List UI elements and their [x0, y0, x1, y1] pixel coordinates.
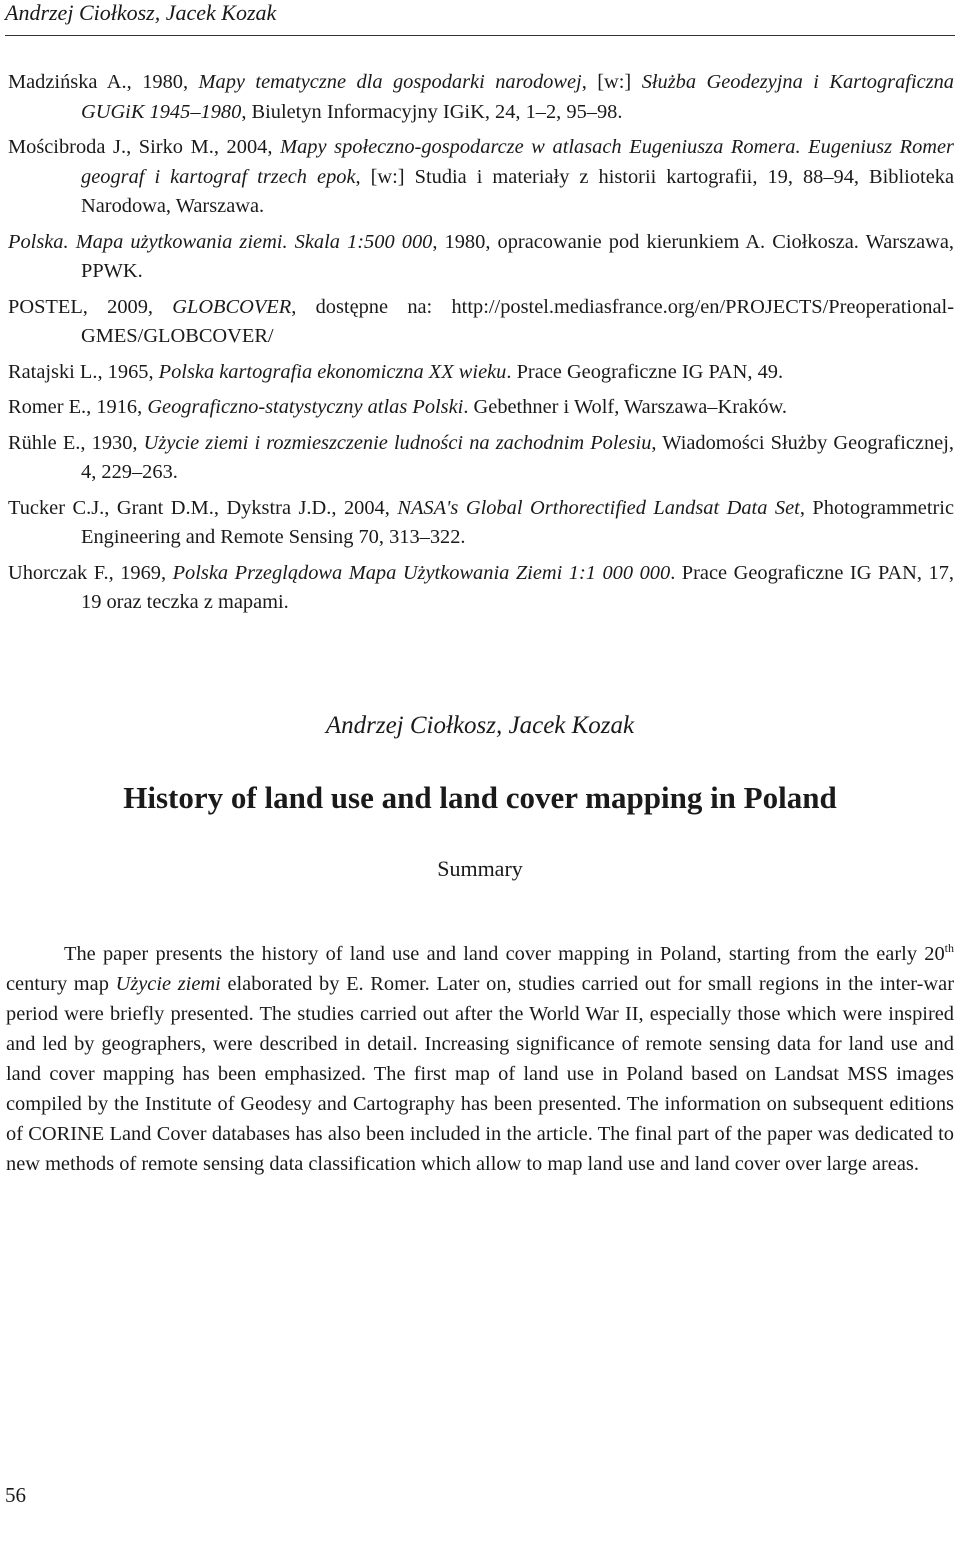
reference-item: Uhorczak F., 1969, Polska Przeglądowa Mapa Użytkowania Ziemi 1:1 000 000. Prace Geograficzne IG PAN, 17, 19 oraz teczka z mapami.: [8, 561, 954, 613]
running-head: Andrzej Ciołkosz, Jacek Kozak: [5, 0, 955, 36]
reference-item: Tucker C.J., Grant D.M., Dykstra J.D., 2004, NASA's Global Orthorectified Landsat Data Set, Photogrammetric Engineering and Remote Sensing 70, 313–322.: [8, 496, 954, 548]
summary-paragraph: The paper presents the history of land use and land cover mapping in Poland, starting from the early 20th century map Użycie ziemi elaborated by E. Romer. Later on, studies carried out for small regions in the inter-war period were briefly presented. The studies carried out after the World War II, especially those which were inspired and led by geographers, were described in detail. Increasing significance of remote sensing data for land use and land cover mapping has been emphasized. The first map of land use in Poland based on Landsat MSS images compiled by the Institute of Geodesy and Cartography has been presented. The information on subsequent editions of CORINE Land Cover databases has also been included in the article. The final part of the paper was dedicated to new methods of remote sensing data classification which allow to map land use and land cover over large areas.: [6, 941, 954, 1175]
summary-authors: Andrzej Ciołkosz, Jacek Kozak: [325, 712, 635, 739]
reference-item: Rühle E., 1930, Użycie ziemi i rozmieszczenie ludności na zachodnim Polesiu, Wiadomości Służby Geograficznej, 4, 229–263.: [8, 431, 954, 483]
reference-item: Madzińska A., 1980, Mapy tematyczne dla gospodarki narodowej, [w:] Służba Geodezyjna i Kartograficzna GUGiK 1945–1980, Biuletyn Informacyjny IGiK, 24, 1–2, 95–98.: [8, 71, 955, 123]
reference-item: POSTEL, 2009, GLOBCOVER, dostępne na: http://postel.mediasfrance.org/en/PROJECTS/Preoperational-GMES/GLOBCOVER/: [8, 295, 954, 347]
reference-list: [8, 68, 954, 624]
reference-item: Polska. Mapa użytkowania ziemi. Skala 1:500 000, 1980, opracowanie pod kierunkiem A. Ciołkosza. Warszawa, PPWK.: [8, 230, 954, 282]
summary-title: History of land use and land cover mapping in Poland: [123, 780, 837, 815]
page-number: 56: [5, 1483, 26, 1507]
summary-heading: Summary: [437, 856, 523, 881]
reference-item: Romer E., 1916, Geograficzno-statystyczny atlas Polski. Gebethner i Wolf, Warszawa–Kraków.: [8, 396, 787, 418]
reference-item: Ratajski L., 1965, Polska kartografia ekonomiczna XX wieku. Prace Geograficzne IG PAN, 49.: [8, 360, 784, 383]
reference-item: Mościbroda J., Sirko M., 2004, Mapy społeczno-gospodarcze w atlasach Eugeniusza Romera. Eugeniusz Romer geograf i kartograf trzech epok, [w:] Studia i materiały z historii kartografii, 19, 88–94, Biblioteka Narodowa, Warszawa.: [8, 136, 954, 217]
